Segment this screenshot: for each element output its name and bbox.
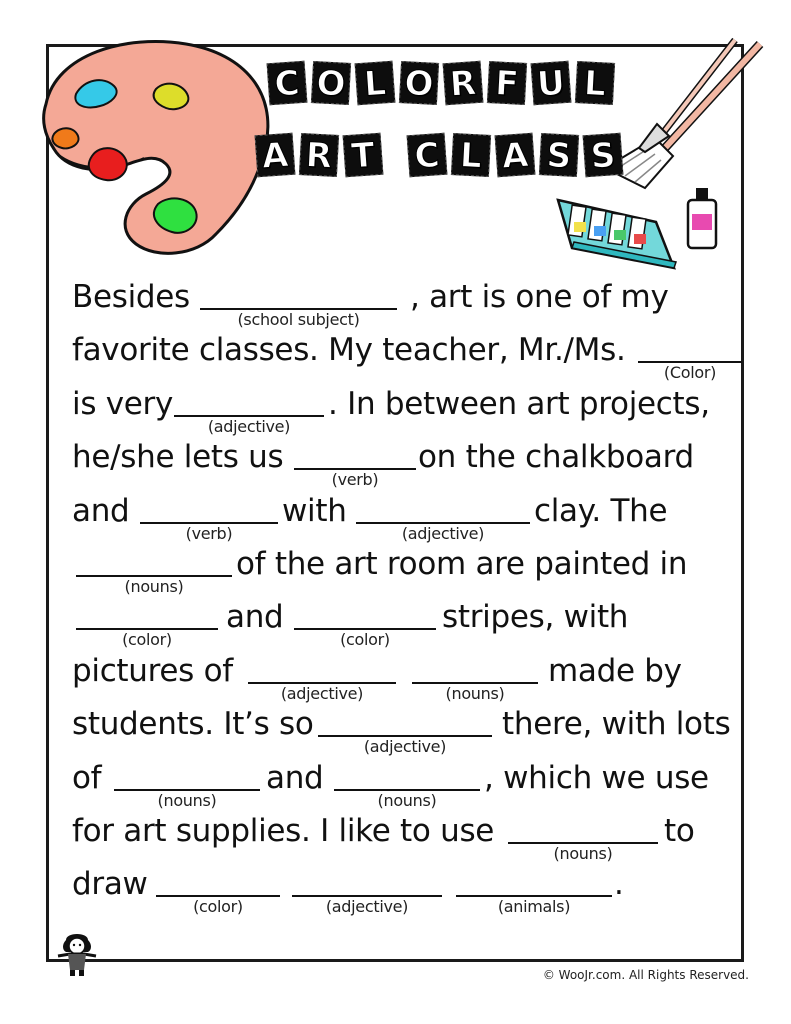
- hint-adjective-4: (adjective): [363, 737, 447, 757]
- story-line-5: [72, 486, 752, 543]
- hint-nouns-2: (nouns): [445, 683, 505, 703]
- kid-mascot-icon: [52, 930, 102, 976]
- title-letter-tile: [487, 61, 527, 105]
- story-line-11: [72, 806, 752, 863]
- story-text: favorite classes. My teacher, Mr./Ms.: [72, 332, 626, 369]
- story-text: with: [282, 492, 347, 529]
- hint-nouns: (nouns): [124, 576, 184, 596]
- title-letter: L: [362, 63, 388, 105]
- story-line-9: [72, 699, 752, 757]
- story-line-12: [72, 859, 752, 917]
- copyright-footer: © WooJr.com. All Rights Reserved.: [542, 968, 749, 982]
- hint-adjective-3: (adjective): [280, 683, 364, 703]
- story-line-4: [72, 432, 752, 490]
- title-letter: L: [583, 63, 607, 105]
- title-letter: A: [500, 135, 530, 177]
- story-line-10: [72, 753, 752, 810]
- story-text: . In between art projects,: [328, 385, 710, 422]
- title-space: [387, 134, 403, 177]
- story-text: made by: [548, 652, 682, 689]
- title-letter: A: [260, 135, 290, 177]
- title-letter-tile: [399, 61, 439, 105]
- story-text: on the chalkboard: [418, 439, 694, 476]
- title-letter-tile: [407, 133, 448, 178]
- hint-color: (Color): [663, 363, 717, 383]
- story-text: and: [72, 492, 130, 529]
- hint-adjective: (adjective): [207, 416, 291, 436]
- story-line-2: [72, 325, 752, 383]
- title-letter-tile: [443, 61, 484, 106]
- story-text: and: [266, 759, 324, 796]
- title-letter: F: [494, 63, 520, 105]
- paint-tubes-box-icon: [552, 192, 682, 272]
- story-text: draw: [72, 866, 148, 903]
- title-letter-tile: [299, 133, 339, 177]
- story-text: Besides: [72, 279, 190, 315]
- story-line-7: [72, 592, 752, 650]
- title-letter: R: [448, 63, 478, 105]
- story-line-1: [72, 272, 752, 329]
- story-text: is very: [72, 385, 174, 422]
- hint-nouns-5: (nouns): [553, 843, 613, 863]
- story-text: he/she lets us: [72, 439, 284, 476]
- story-text: stripes, with: [442, 599, 629, 636]
- title-letter: O: [403, 63, 435, 105]
- hint-color-2: (color): [122, 630, 172, 650]
- title-letter: L: [459, 135, 483, 177]
- title-letter-tile: [255, 133, 296, 178]
- title-letter: T: [350, 135, 377, 177]
- title-line-1: [268, 62, 614, 104]
- hint-nouns-4: (nouns): [377, 790, 437, 810]
- story-text: students. It’s so: [72, 706, 314, 743]
- title-letter: C: [273, 63, 301, 105]
- story-text: clay. The: [534, 492, 668, 529]
- hint-color-4: (color): [193, 897, 243, 917]
- story-text: , art is one of my: [410, 279, 669, 315]
- title-letter: O: [315, 63, 347, 105]
- story-text: .: [614, 866, 624, 903]
- palette-icon: [26, 34, 276, 254]
- title-letter: C: [413, 135, 441, 177]
- story-text: to: [664, 812, 695, 849]
- title-letter-tile: [355, 61, 396, 106]
- hint-nouns-3: (nouns): [157, 790, 217, 810]
- hint-verb-2: (verb): [185, 523, 233, 543]
- title-letter-tile: [531, 61, 572, 106]
- story-line-8: [72, 646, 752, 703]
- paint-bottle-icon: [684, 186, 720, 252]
- title-letter: S: [589, 135, 617, 177]
- title-letter-tile: [311, 61, 351, 105]
- hint-adjective-5: (adjective): [325, 897, 409, 917]
- title-letter-tile: [575, 61, 615, 105]
- title-letter: U: [535, 63, 567, 105]
- story-line-3: [72, 379, 752, 436]
- story-text: for art supplies. I like to use: [72, 812, 495, 849]
- mad-libs-story: [72, 272, 752, 917]
- title-letter-tile: [343, 133, 384, 178]
- title-letter-tile: [583, 133, 624, 178]
- story-text: and: [226, 599, 284, 636]
- hint-adjective-2: (adjective): [401, 523, 485, 543]
- hint-animals: (animals): [497, 897, 571, 917]
- title-letter: S: [545, 135, 573, 177]
- title-line-2: [256, 134, 622, 176]
- title-letter: R: [304, 135, 334, 177]
- title-letter-tile: [539, 133, 579, 177]
- story-text: of: [72, 759, 102, 796]
- story-text: , which we use: [484, 759, 709, 796]
- title-letter-tile: [495, 133, 536, 178]
- title-letter-tile: [451, 133, 491, 177]
- hint-color-3: (color): [340, 630, 390, 650]
- story-text: there, with lots: [502, 706, 731, 743]
- story-text: pictures of: [72, 652, 233, 689]
- story-text: of the art room are painted in: [236, 545, 688, 582]
- hint-verb: (verb): [331, 470, 379, 490]
- story-line-6: [72, 539, 752, 596]
- title-letter-tile: [267, 61, 308, 106]
- hint-school-subject: (school subject): [237, 310, 360, 329]
